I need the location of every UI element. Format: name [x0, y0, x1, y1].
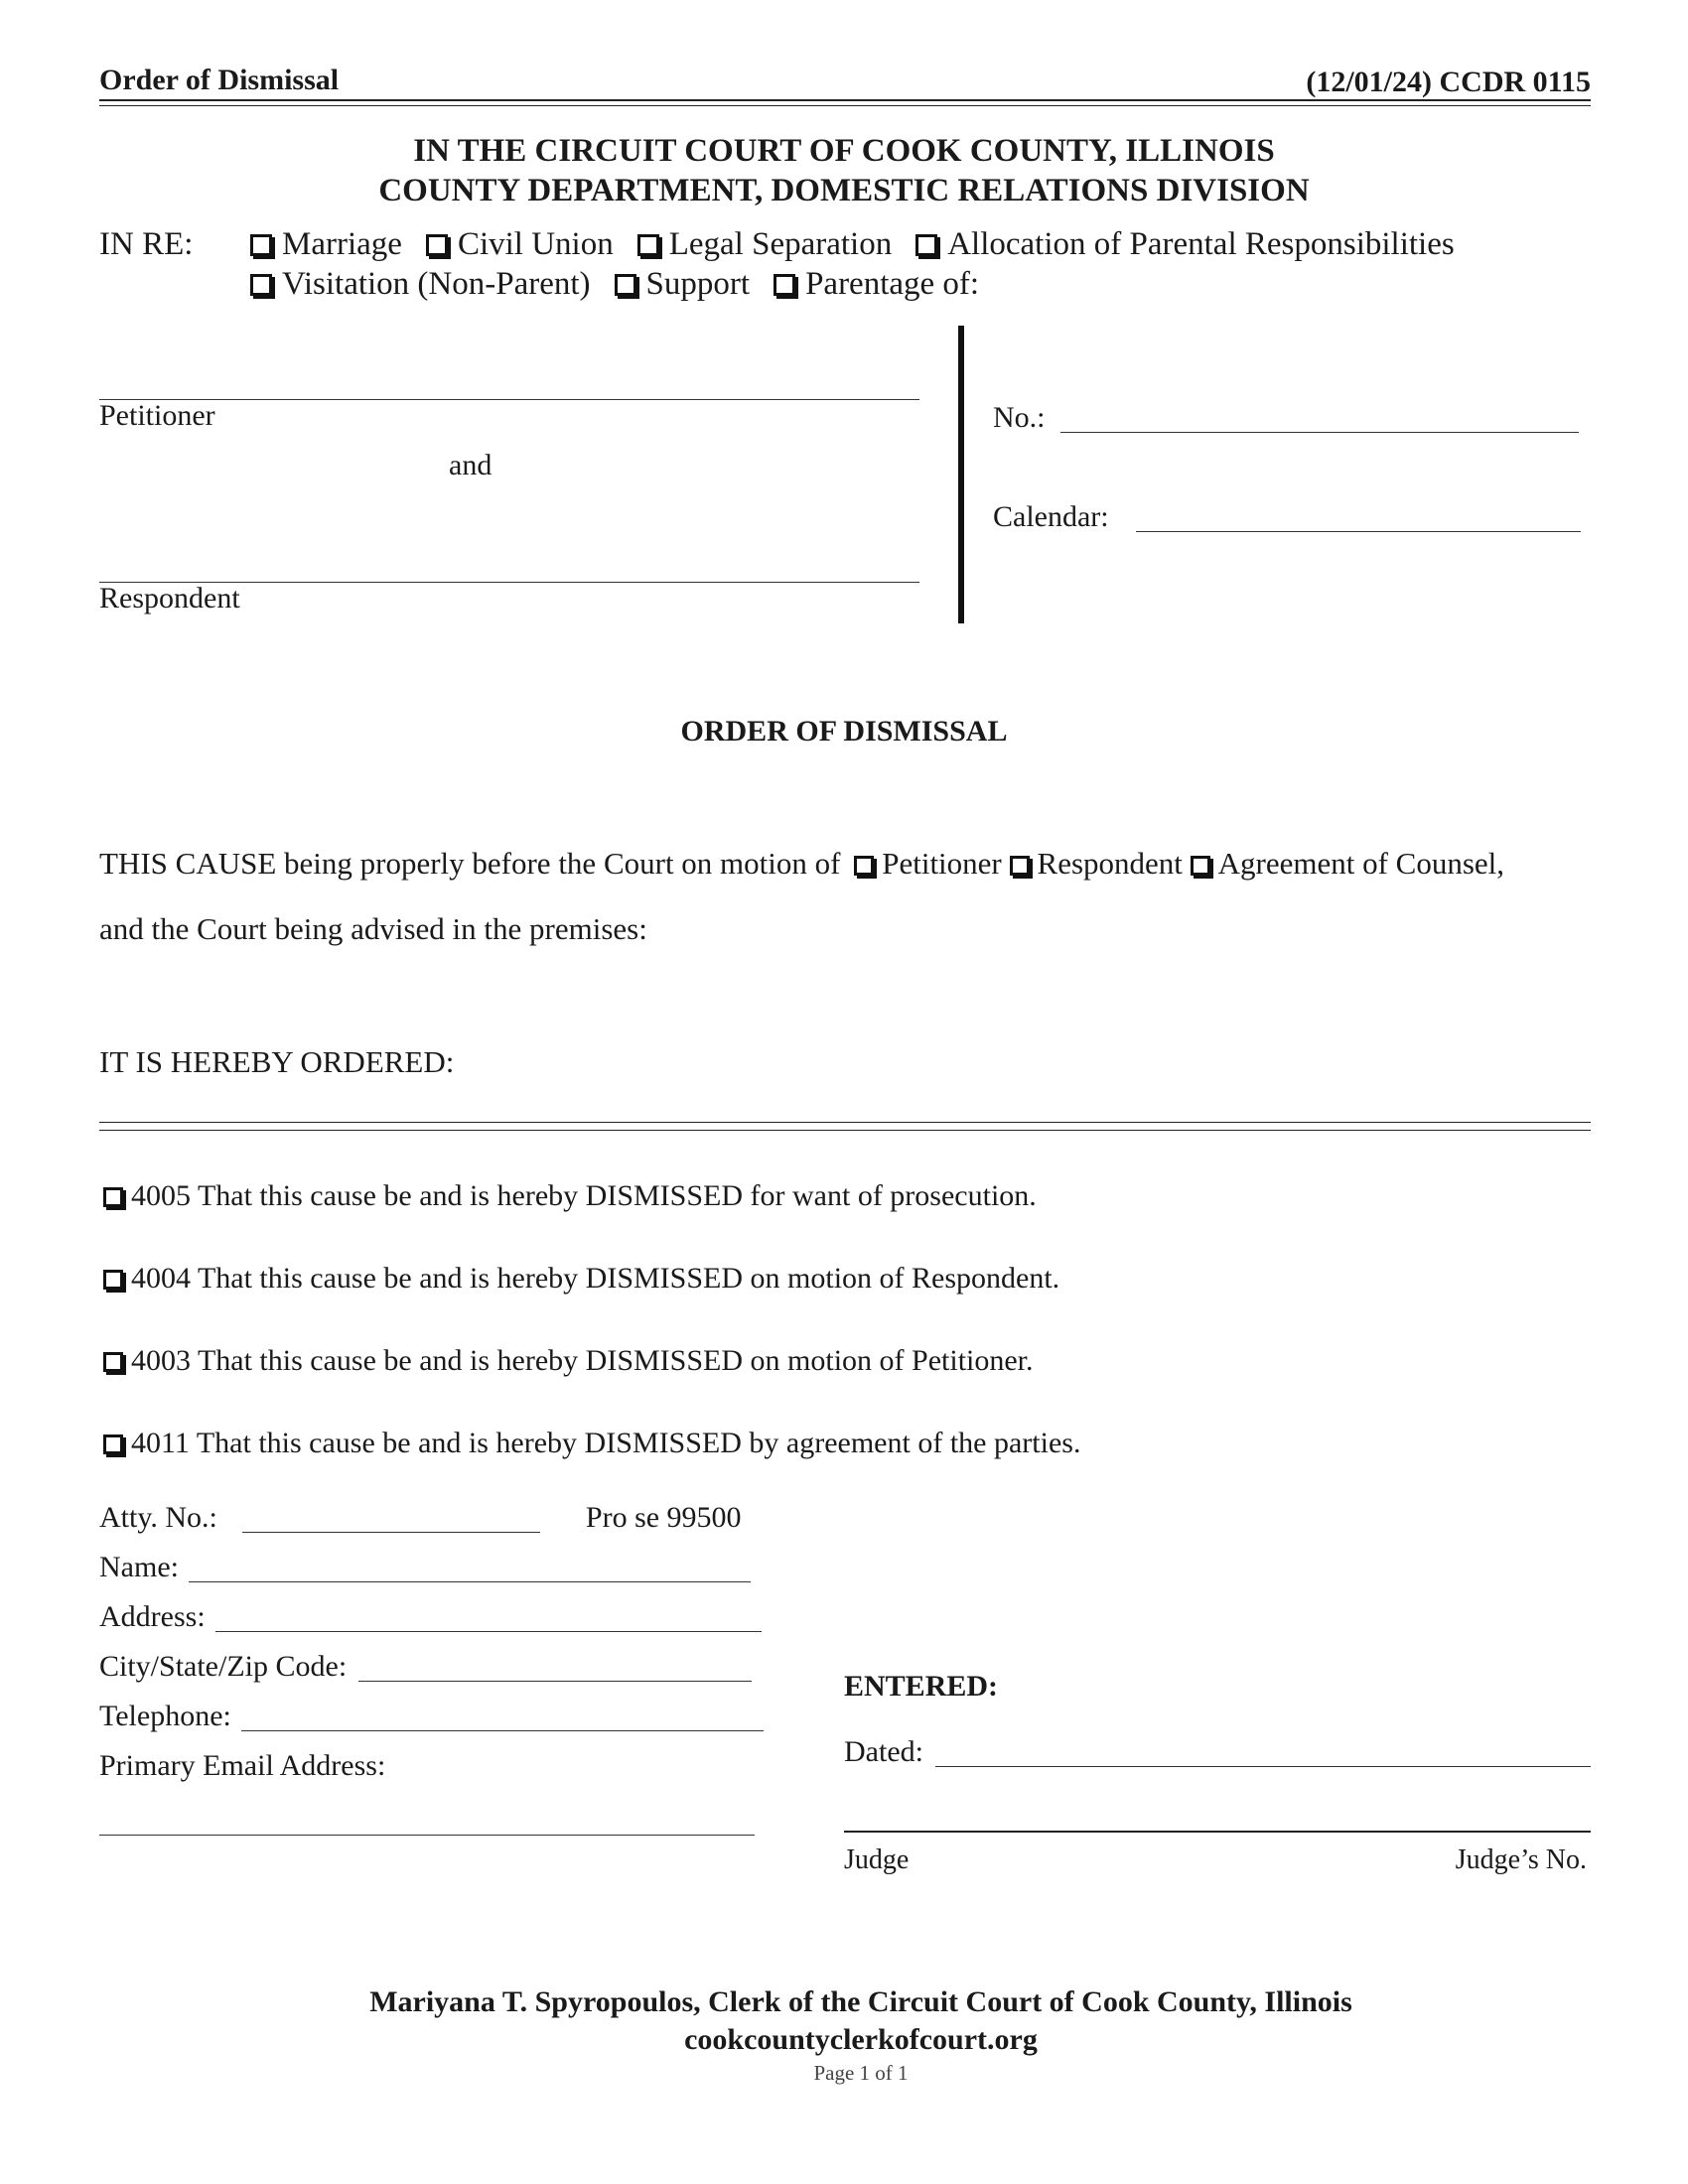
motion-petitioner[interactable]: Petitioner [848, 846, 1002, 881]
checkbox-icon[interactable] [615, 274, 636, 296]
checkbox-icon[interactable] [103, 1352, 123, 1372]
calendar-input[interactable] [1136, 505, 1581, 532]
order-4005[interactable]: 4005 That this cause be and is hereby DISMISSED for want of prosecution. [103, 1179, 1037, 1213]
checkbox-icon[interactable] [854, 856, 874, 876]
in-re-row-1 [250, 226, 1478, 263]
motion-respondent[interactable]: Respondent [1010, 846, 1183, 881]
motion-agreement[interactable]: Agreement of Counsel, [1191, 846, 1504, 881]
city-field: City/State/Zip Code: [99, 1650, 752, 1684]
city-input[interactable] [358, 1655, 752, 1682]
header-rule-1 [99, 99, 1591, 101]
checkbox-icon[interactable] [1010, 856, 1030, 876]
checkbox-icon[interactable] [1191, 856, 1210, 876]
option-civil-union[interactable]: Civil Union [426, 226, 614, 263]
ordered-rule-2 [99, 1130, 1591, 1131]
telephone-field: Telephone: [99, 1700, 764, 1733]
dated-field: Dated: [844, 1735, 1591, 1769]
checkbox-icon[interactable] [637, 234, 659, 256]
judge-no-label: Judge’s No. [1455, 1844, 1587, 1875]
website-link[interactable]: cookcountyclerkofcourt.org [684, 2023, 1038, 2056]
ordered-line: IT IS HEREBY ORDERED: [99, 1044, 455, 1079]
order-title: ORDER OF DISMISSAL [680, 715, 1008, 748]
email-input[interactable] [99, 1835, 755, 1836]
and-label: and [449, 449, 492, 481]
pro-se-text: Pro se 99500 [585, 1501, 742, 1534]
form-code: (12/01/24) CCDR 0115 [1306, 66, 1591, 98]
email-label: Primary Email Address: [99, 1749, 386, 1782]
order-4003[interactable]: 4003 That this cause be and is hereby DISMISSED on motion of Petitioner. [103, 1344, 1034, 1378]
entered-label: ENTERED: [844, 1670, 999, 1703]
option-support[interactable]: Support [615, 266, 751, 303]
checkbox-icon[interactable] [250, 274, 272, 296]
petitioner-line[interactable] [99, 399, 919, 400]
in-re-label: IN RE: [99, 226, 194, 262]
court-line-2: COUNTY DEPARTMENT, DOMESTIC RELATIONS DIVISION [378, 173, 1310, 208]
option-marriage[interactable]: Marriage [250, 226, 402, 263]
option-allocation[interactable]: Allocation of Parental Responsibilities [915, 226, 1455, 263]
name-input[interactable] [189, 1556, 751, 1582]
checkbox-icon[interactable] [426, 234, 448, 256]
calendar-field: Calendar: [993, 500, 1581, 534]
checkbox-icon[interactable] [103, 1187, 123, 1207]
address-field: Address: [99, 1600, 762, 1634]
telephone-input[interactable] [241, 1705, 764, 1731]
page-number: Page 1 of 1 [813, 2061, 909, 2085]
case-number-field: No.: [993, 401, 1579, 435]
judge-signature-line[interactable] [844, 1831, 1591, 1833]
checkbox-icon[interactable] [103, 1434, 123, 1454]
option-parentage[interactable]: Parentage of: [774, 266, 979, 303]
option-visitation[interactable]: Visitation (Non-Parent) [250, 266, 591, 303]
case-number-input[interactable] [1060, 406, 1579, 433]
atty-no-field: Atty. No.: Pro se 99500 [99, 1501, 742, 1534]
dated-input[interactable] [935, 1740, 1591, 1767]
option-legal-separation[interactable]: Legal Separation [637, 226, 893, 263]
court-line-1: IN THE CIRCUIT COURT OF COOK COUNTY, ILLINOIS [413, 133, 1275, 169]
checkbox-icon[interactable] [103, 1270, 123, 1290]
header-rule-2 [99, 105, 1591, 106]
judge-label: Judge [844, 1844, 910, 1875]
clerk-line: Mariyana T. Spyropoulos, Clerk of the Circuit Court of Cook County, Illinois [369, 1985, 1352, 2018]
atty-no-input[interactable] [242, 1506, 540, 1533]
ordered-rule-1 [99, 1122, 1591, 1123]
petitioner-label: Petitioner [99, 399, 215, 432]
order-4004[interactable]: 4004 That this cause be and is hereby DISMISSED on motion of Respondent. [103, 1262, 1059, 1296]
form-title: Order of Dismissal [99, 64, 340, 96]
order-4011[interactable]: 4011 That this cause be and is hereby DISMISSED by agreement of the parties. [103, 1427, 1080, 1460]
address-input[interactable] [215, 1605, 762, 1632]
in-re-row-2 [250, 266, 1003, 303]
advised-line: and the Court being advised in the premises: [99, 911, 647, 946]
caption-divider [958, 326, 964, 623]
checkbox-icon[interactable] [915, 234, 937, 256]
cause-line: THIS CAUSE being properly before the Court on motion of Petitioner Respondent Agreement of Counsel, [99, 846, 1505, 881]
name-field: Name: [99, 1551, 751, 1584]
checkbox-icon[interactable] [774, 274, 795, 296]
checkbox-icon[interactable] [250, 234, 272, 256]
respondent-label: Respondent [99, 582, 240, 614]
